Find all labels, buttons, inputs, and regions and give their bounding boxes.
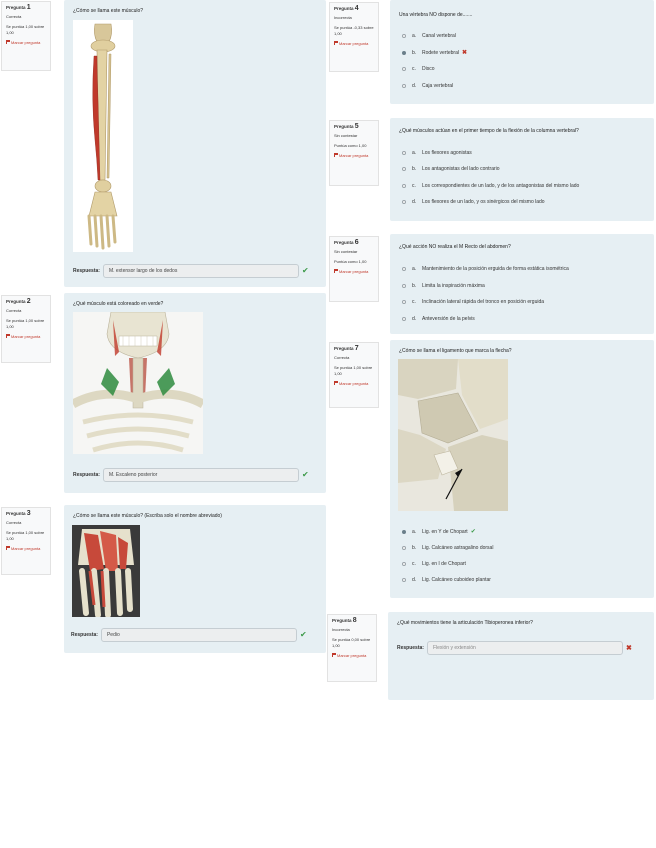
- question-8-info: [327, 614, 377, 682]
- option-b[interactable]: b. Rodete vertebral ✖: [402, 49, 467, 56]
- option-a[interactable]: a. Los flexores agonistas: [402, 150, 472, 156]
- ligament-image: [398, 359, 508, 511]
- flag-question-link[interactable]: Marcar pregunta: [332, 653, 373, 659]
- question-text: ¿Qué movimientos tiene la articulación Tibioperonea inferior?: [397, 620, 533, 626]
- question-number: Pregunta 2: [6, 298, 31, 305]
- radio-button[interactable]: [402, 200, 406, 204]
- option-d[interactable]: d. Anteversión de la pelvis: [402, 316, 475, 322]
- flag-question-link[interactable]: Marcar pregunta: [6, 334, 47, 340]
- option-c[interactable]: c. Inclinación lateral rápida del tronco en posición erguida: [402, 299, 544, 305]
- flag-icon: [334, 269, 338, 273]
- answer-input[interactable]: Flexión y extensión: [427, 641, 623, 655]
- question-text: ¿Qué músculos actúan en el primer tiempo de la flexión de la columna vertebral?: [399, 128, 579, 134]
- flag-question-link[interactable]: Marcar pregunta: [334, 153, 375, 159]
- question-state: Sin contestar: [334, 249, 358, 254]
- question-text: ¿Cómo se llama este músculo?: [73, 8, 144, 14]
- radio-button[interactable]: [402, 84, 406, 88]
- answer-input[interactable]: M. extensor largo de los dedos: [103, 264, 299, 278]
- radio-button[interactable]: [402, 546, 406, 550]
- flag-icon: [334, 153, 338, 157]
- option-c[interactable]: c. Disco: [402, 66, 435, 72]
- option-c[interactable]: c. Lig. en I de Chopart: [402, 561, 466, 567]
- answer-input[interactable]: M. Escaleno posterior: [103, 468, 299, 482]
- option-d[interactable]: d. Caja vertebral: [402, 83, 453, 89]
- question-state: Incorrecta: [332, 627, 350, 632]
- question-grade: Se puntúa 1,00 sobre 1,00: [6, 530, 45, 541]
- flag-question-link[interactable]: Marcar pregunta: [6, 546, 47, 552]
- answer-label: Respuesta:: [73, 268, 100, 274]
- option-b[interactable]: b. Lig. Calcáneo astragalino dorsal: [402, 545, 493, 551]
- question-number: Pregunta 5: [334, 123, 359, 130]
- question-grade: Se puntúa 1,00 sobre 1,00: [334, 365, 373, 376]
- answer-row: [397, 641, 632, 655]
- question-grade: Se puntúa 1,00 sobre 1,00: [6, 24, 45, 35]
- question-6-info: [329, 236, 379, 302]
- question-number: Pregunta 4: [334, 5, 359, 12]
- question-state: Correcta: [6, 520, 22, 525]
- radio-button[interactable]: [402, 317, 406, 321]
- radio-button[interactable]: [402, 167, 406, 171]
- correct-check-icon: ✔: [470, 529, 476, 535]
- correct-check-icon: ✔: [299, 630, 307, 639]
- answer-label: Respuesta:: [71, 632, 98, 638]
- radio-button[interactable]: [402, 267, 406, 271]
- option-c[interactable]: c. Los correspondientes de un lado, y de los antagonistas del mismo lado: [402, 183, 579, 189]
- option-d[interactable]: d. Los flexores de un lado, y os sinérgicos del mismo lado: [402, 199, 545, 205]
- radio-button[interactable]: [402, 578, 406, 582]
- question-state: Correcta: [6, 308, 22, 313]
- question-text: Una vértebra NO dispone de.......: [399, 12, 473, 18]
- question-text: ¿Qué músculo está coloreado en verde?: [73, 301, 164, 307]
- question-8-content: [388, 612, 654, 700]
- question-state: Incorrecta: [334, 15, 352, 20]
- answer-label: Respuesta:: [73, 472, 100, 478]
- question-number: Pregunta 7: [334, 345, 359, 352]
- radio-button[interactable]: [402, 284, 406, 288]
- foot-muscle-image: [72, 525, 140, 617]
- question-number: Pregunta 8: [332, 617, 357, 624]
- correct-check-icon: ✔: [301, 470, 309, 479]
- question-grade: Puntúa como 1,00: [334, 143, 367, 148]
- question-number: Pregunta 1: [6, 4, 31, 11]
- question-3-info: [1, 507, 51, 575]
- radio-button[interactable]: [402, 562, 406, 566]
- question-text: ¿Cómo se llama el ligamento que marca la flecha?: [399, 348, 512, 354]
- question-text: ¿Cómo se llama este músculo? (Escriba solo el nombre abreviado): [73, 513, 222, 519]
- radio-button[interactable]: [402, 151, 406, 155]
- option-a[interactable]: a. Mantenimiento de la posición erguida de forma estática isométrica: [402, 266, 569, 272]
- incorrect-x-icon: ✖: [625, 644, 632, 652]
- question-text: ¿Qué acción NO realiza el M Recto del abdomen?: [399, 244, 511, 250]
- question-grade: Se puntúa -0,33 sobre 1,00: [334, 25, 374, 36]
- flag-icon: [6, 546, 10, 550]
- question-grade: Puntúa como 1,00: [334, 259, 367, 264]
- question-state: Correcta: [334, 355, 350, 360]
- radio-button[interactable]: [402, 184, 406, 188]
- question-number: Pregunta 6: [334, 239, 359, 246]
- question-1-info: [1, 1, 51, 71]
- question-grade: Se puntúa 1,00 sobre 1,00: [6, 318, 45, 329]
- answer-row: [73, 468, 309, 482]
- flag-icon: [332, 653, 336, 657]
- flag-icon: [6, 40, 10, 44]
- question-number: Pregunta 3: [6, 510, 31, 517]
- flag-question-link[interactable]: Marcar pregunta: [334, 381, 375, 387]
- question-grade: Se puntúa 0,00 sobre 1,00: [332, 637, 371, 648]
- option-d[interactable]: d. Lig. Calcáneo cuboideo plantar: [402, 577, 491, 583]
- option-b[interactable]: b. Limita la inspiración máxima: [402, 283, 485, 289]
- answer-row: [71, 628, 307, 642]
- question-4-info: [329, 2, 379, 72]
- radio-button[interactable]: [402, 530, 406, 534]
- answer-input[interactable]: Pedio: [101, 628, 297, 642]
- answer-label: Respuesta:: [397, 645, 424, 651]
- radio-button[interactable]: [402, 51, 406, 55]
- option-a[interactable]: a. Canal vertebral: [402, 33, 456, 39]
- question-2-info: [1, 295, 51, 363]
- flag-icon: [6, 334, 10, 338]
- flag-question-link[interactable]: Marcar pregunta: [6, 40, 47, 46]
- flag-icon: [334, 41, 338, 45]
- incorrect-x-icon: ✖: [461, 50, 467, 56]
- correct-check-icon: ✔: [301, 266, 309, 275]
- flag-question-link[interactable]: Marcar pregunta: [334, 269, 375, 275]
- flag-icon: [334, 381, 338, 385]
- flag-question-link[interactable]: Marcar pregunta: [334, 41, 375, 47]
- radio-button[interactable]: [402, 34, 406, 38]
- radio-button[interactable]: [402, 67, 406, 71]
- answer-row: [73, 264, 309, 278]
- radio-button[interactable]: [402, 300, 406, 304]
- leg-muscle-image: [73, 20, 133, 252]
- question-state: Sin contestar: [334, 133, 358, 138]
- question-state: Correcta: [6, 14, 22, 19]
- option-a[interactable]: a. Lig. en Y de Chopart ✔: [402, 528, 476, 535]
- neck-muscle-image: [73, 312, 203, 454]
- option-b[interactable]: b. Los antagonistas del lado contrario: [402, 166, 500, 172]
- question-5-info: [329, 120, 379, 186]
- question-7-info: [329, 342, 379, 408]
